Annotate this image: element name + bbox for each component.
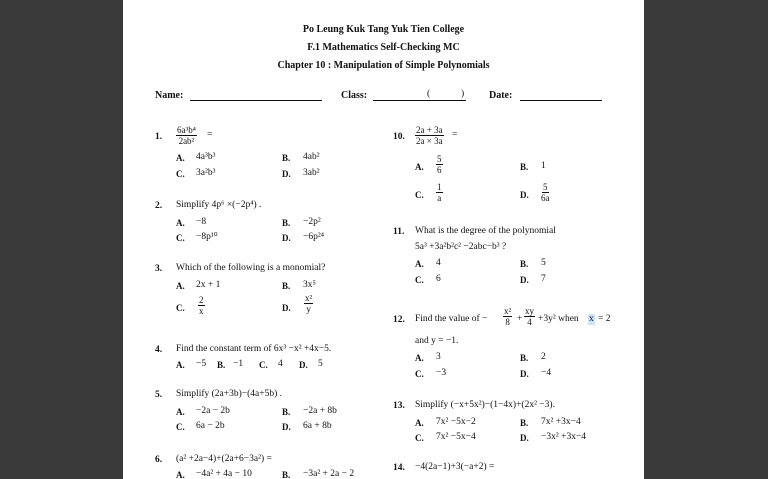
q4-option-d: 5 xyxy=(318,359,323,369)
q4-number: 4. xyxy=(155,345,163,355)
q6-option-b-letter[interactable]: B. xyxy=(282,470,291,479)
q11-option-d-letter[interactable]: D. xyxy=(520,275,529,285)
q2-option-c-letter[interactable]: C. xyxy=(176,233,185,243)
class-label: Class: xyxy=(341,90,368,101)
q12-fraction-1 xyxy=(503,306,512,327)
q6-text: (a² +2a−4)+(2a+6−3a²) = xyxy=(176,454,272,464)
q1-option-b: 4ab² xyxy=(303,152,320,162)
q1-option-b-letter[interactable]: B. xyxy=(282,153,291,163)
q12-option-c-letter[interactable]: C. xyxy=(415,369,424,379)
q12-text-pre: Find the value of − xyxy=(415,314,488,324)
q10-fraction xyxy=(415,125,444,146)
q12-option-a-letter[interactable]: A. xyxy=(415,353,424,363)
date-blank[interactable] xyxy=(520,100,602,101)
q10-equals: = xyxy=(452,130,458,140)
q10-option-a-numerator: 5 xyxy=(437,154,442,164)
q1-option-c: 3a²b³ xyxy=(196,168,216,178)
q13-option-b: 7x² +3x−4 xyxy=(541,417,581,427)
q10-option-b-letter[interactable]: B. xyxy=(520,162,529,172)
date-label: Date: xyxy=(489,90,513,101)
q11-option-a: 4 xyxy=(436,258,441,268)
q12-fraction-1-numerator: x² xyxy=(504,306,512,316)
q12-highlighted-x[interactable]: x xyxy=(589,314,594,324)
q3-option-c-fraction xyxy=(198,295,205,316)
q1-option-d-letter[interactable]: D. xyxy=(282,169,291,179)
q11-option-b: 5 xyxy=(541,258,546,268)
q5-option-c-letter[interactable]: C. xyxy=(176,422,185,432)
q2-option-d: −6p²⁴ xyxy=(303,232,325,242)
q5-number: 5. xyxy=(155,390,163,400)
q12-plus: + xyxy=(517,314,523,324)
q5-text: Simplify (2a+3b)−(4a+5b) . xyxy=(176,389,283,399)
q10-option-d-letter[interactable]: D. xyxy=(520,190,529,200)
q14-text: −4(2a−1)+3(−a+2) = xyxy=(415,462,495,472)
q5-option-a: −2a − 2b xyxy=(196,406,230,416)
q3-option-c-numerator: 2 xyxy=(199,295,204,305)
q3-option-b: 3x⁵ xyxy=(303,280,316,290)
q4-option-b-letter[interactable]: B. xyxy=(217,360,226,370)
q13-option-a-letter[interactable]: A. xyxy=(415,418,424,428)
q11-text: What is the degree of the polynomial xyxy=(415,226,556,236)
q3-option-b-letter[interactable]: B. xyxy=(282,281,291,291)
q12-option-d-letter[interactable]: D. xyxy=(520,369,529,379)
q10-option-c-numerator: 1 xyxy=(437,182,442,192)
q2-option-d-letter[interactable]: D. xyxy=(282,233,291,243)
class-paren-close: ) xyxy=(461,89,465,99)
q10-numerator: 2a + 3a xyxy=(416,125,443,135)
q3-option-a-letter[interactable]: A. xyxy=(176,281,185,291)
q5-option-d-letter[interactable]: D. xyxy=(282,422,291,432)
q2-option-b: −2p² xyxy=(303,217,321,227)
q3-text: Which of the following is a monomial? xyxy=(176,263,326,273)
q12-option-b: 2 xyxy=(541,352,546,362)
q3-option-c-letter[interactable]: C. xyxy=(176,303,185,313)
q2-number: 2. xyxy=(155,201,163,211)
q12-text-end: = 2 xyxy=(598,314,611,324)
q12-fraction-2-denominator: 4 xyxy=(527,317,532,327)
q13-option-a: 7x² −5x−2 xyxy=(436,417,476,427)
q3-option-c-denominator: x xyxy=(199,306,204,316)
q13-option-d-letter[interactable]: D. xyxy=(520,433,529,443)
q3-option-d-denominator: y xyxy=(306,304,311,314)
q3-option-d-numerator: x² xyxy=(305,293,313,303)
q6-number: 6. xyxy=(155,455,163,465)
q4-option-c-letter[interactable]: C. xyxy=(259,360,268,370)
q4-option-b: −1 xyxy=(233,359,244,369)
q11-text-line2: 5a³ +3a²b²c² −2abc−b³ ? xyxy=(415,242,507,252)
class-paren-open: ( xyxy=(427,89,431,99)
q6-option-a: −4a² + 4a − 10 xyxy=(196,469,252,479)
q1-option-d: 3ab² xyxy=(303,168,320,178)
q1-numerator: 6a³b⁴ xyxy=(177,125,196,135)
q12-fraction-2 xyxy=(524,306,535,327)
q11-option-a-letter[interactable]: A. xyxy=(415,259,424,269)
q13-text: Simplify (−x+5x²)−(1−4x)+(2x² −3). xyxy=(415,400,555,410)
q13-option-c-letter[interactable]: C. xyxy=(415,433,424,443)
q5-option-c: 6a − 2b xyxy=(196,421,225,431)
q13-number: 13. xyxy=(393,401,405,411)
q11-option-b-letter[interactable]: B. xyxy=(520,259,529,269)
q10-option-c-denominator: a xyxy=(437,193,442,203)
class-blank[interactable] xyxy=(373,100,466,101)
q12-option-c: −3 xyxy=(436,368,447,378)
q13-option-c: 7x² −5x−4 xyxy=(436,432,476,442)
document-page xyxy=(123,0,644,479)
q4-text: Find the constant term of 6x³ −x² +4x−5. xyxy=(176,344,332,354)
q11-option-c-letter[interactable]: C. xyxy=(415,275,424,285)
q1-number: 1. xyxy=(155,132,163,142)
q1-denominator: 2ab² xyxy=(178,136,195,146)
q1-option-a: 4a³b³ xyxy=(196,152,216,162)
q4-option-d-letter[interactable]: D. xyxy=(299,360,308,370)
q10-option-d-denominator: 6a xyxy=(541,193,550,203)
school-title: Po Leung Kuk Tang Yuk Tien College xyxy=(302,24,465,35)
q11-number: 11. xyxy=(393,227,405,237)
q3-option-a: 2x + 1 xyxy=(196,280,221,290)
q10-option-d-fraction xyxy=(541,182,550,203)
q11-option-d: 7 xyxy=(541,274,546,284)
q10-option-a-denominator: 6 xyxy=(437,165,442,175)
name-blank[interactable] xyxy=(190,100,322,101)
q10-option-a-fraction xyxy=(436,154,443,175)
q5-option-b-letter[interactable]: B. xyxy=(282,407,291,417)
q12-text-line2: and y = −1. xyxy=(415,336,459,346)
chapter-title: Chapter 10 : Manipulation of Simple Polynomials xyxy=(277,60,490,71)
q4-option-a: −5 xyxy=(196,359,207,369)
q10-option-d-numerator: 5 xyxy=(543,182,548,192)
q2-option-a-letter[interactable]: A. xyxy=(176,218,185,228)
q12-number: 12. xyxy=(393,315,405,325)
q6-option-a-letter[interactable]: A. xyxy=(176,470,185,479)
q2-text: Simplify 4p⁶ ×(−2p⁴) . xyxy=(176,200,262,210)
q13-option-b-letter[interactable]: B. xyxy=(520,418,529,428)
q5-option-d: 6a + 8b xyxy=(303,421,332,431)
q12-option-a: 3 xyxy=(436,352,441,362)
q10-option-c-letter[interactable]: C. xyxy=(415,190,424,200)
q10-option-c-fraction xyxy=(436,182,443,203)
q12-option-d: −4 xyxy=(541,368,552,378)
q10-option-b: 1 xyxy=(541,161,546,171)
q10-number: 10. xyxy=(393,132,405,142)
q5-option-a-letter[interactable]: A. xyxy=(176,407,185,417)
q3-option-d-letter[interactable]: D. xyxy=(282,303,291,313)
q13-option-d: −3x² +3x−4 xyxy=(541,432,587,442)
q4-option-a-letter[interactable]: A. xyxy=(176,360,185,370)
q12-fraction-1-denominator: 8 xyxy=(505,317,510,327)
q1-equals: = xyxy=(207,130,213,140)
q1-option-c-letter[interactable]: C. xyxy=(176,169,185,179)
q6-option-b: −3a² + 2a − 2 xyxy=(303,469,355,479)
q1-fraction xyxy=(176,125,197,146)
q12-text-post: +3y² when xyxy=(538,314,579,324)
q10-denominator: 2a × 3a xyxy=(416,136,443,146)
q2-option-a: −8 xyxy=(196,217,207,227)
q2-option-c: −8p¹⁰ xyxy=(196,232,218,242)
q2-option-b-letter[interactable]: B. xyxy=(282,218,291,228)
q12-fraction-2-numerator: xy xyxy=(525,306,534,316)
course-title: F.1 Mathematics Self-Checking MC xyxy=(307,42,460,53)
q3-number: 3. xyxy=(155,264,163,274)
q1-option-a-letter[interactable]: A. xyxy=(176,153,185,163)
q11-option-c: 6 xyxy=(436,274,441,284)
q14-number: 14. xyxy=(393,463,405,473)
q12-option-b-letter[interactable]: B. xyxy=(520,353,529,363)
q4-option-c: 4 xyxy=(278,359,283,369)
q5-option-b: −2a + 8b xyxy=(303,406,337,416)
q3-option-d-fraction xyxy=(304,293,313,314)
q10-option-a-letter[interactable]: A. xyxy=(415,162,424,172)
name-label: Name: xyxy=(155,90,184,101)
